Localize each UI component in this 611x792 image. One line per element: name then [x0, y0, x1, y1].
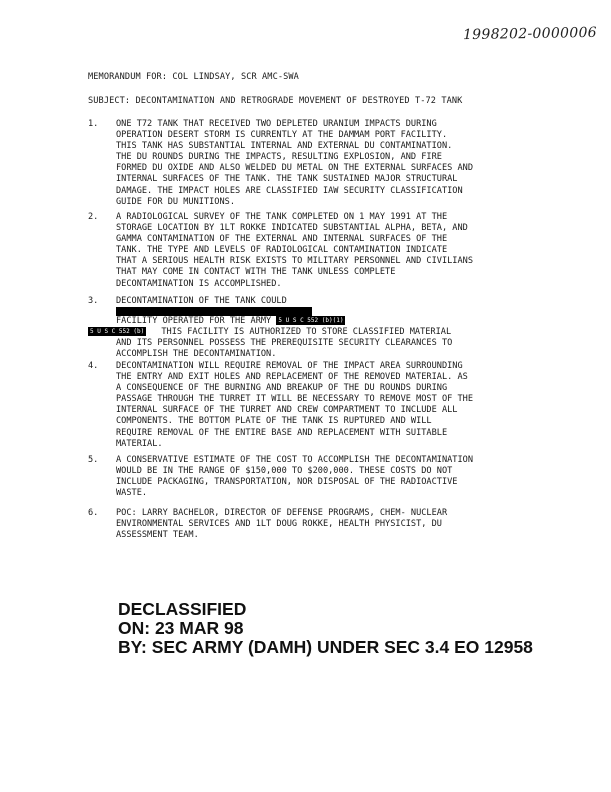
- paragraph-line-text: DECONTAMINATION OF THE TANK COULD: [116, 296, 287, 306]
- paragraph-line: DAMAGE. THE IMPACT HOLES ARE CLASSIFIED IAW SECURITY CLASSIFICATION: [116, 185, 463, 196]
- paragraph-line: ACCOMPLISH THE DECONTAMINATION.: [116, 349, 277, 360]
- paragraph-line: INTERNAL SURFACE OF THE TURRET AND CREW COMPARTMENT TO INCLUDE ALL: [116, 405, 458, 416]
- paragraph-number: 1.: [88, 119, 99, 129]
- redaction-label: 5 U S C 552 (b): [90, 328, 145, 336]
- paragraph-line: A CONSEQUENCE OF THE BURNING AND BREAKUP OF THE DU ROUNDS DURING: [116, 383, 448, 394]
- paragraph-line: ENVIRONMENTAL SERVICES AND 1LT DOUG ROKKE, HEALTH PHYSICIST, DU: [116, 519, 442, 530]
- paragraph-number: 5.: [88, 455, 99, 465]
- paragraph-line: [116, 296, 534, 316]
- paragraph-line: WOULD BE IN THE RANGE OF $150,000 TO $200,000. THESE COSTS DO NOT: [116, 466, 453, 477]
- paragraph-line: REQUIRE REMOVAL OF THE ENTIRE BASE AND REPLACEMENT WITH SUITABLE: [116, 427, 448, 438]
- declassified-date: ON: 23 MAR 98: [118, 618, 244, 638]
- document-id-stamp: 1998202-0000006: [462, 24, 598, 44]
- paragraph-line: FORMED DU OXIDE AND ALSO WELDED DU METAL ON THE EXTERNAL SURFACES AND: [116, 163, 473, 174]
- paragraph-text: [90, 296, 534, 360]
- paragraph-line: [116, 316, 534, 327]
- paragraph-number: 2.: [88, 212, 99, 222]
- paragraph-line-text: THIS FACILITY IS AUTHORIZED TO STORE CLASSIFIED MATERIAL: [161, 327, 452, 338]
- paragraph-line: WASTE.: [116, 488, 148, 499]
- paragraph-line: THAT MAY COME IN CONTACT WITH THE TANK UNLESS COMPLETE: [116, 267, 396, 278]
- paragraph-line: A CONSERVATIVE ESTIMATE OF THE COST TO ACCOMPLISH THE DECONTAMINATION: [116, 455, 473, 465]
- paragraph-text: [116, 119, 534, 208]
- paragraph-line-text: FACILITY OPERATED FOR THE ARMY: [116, 316, 272, 327]
- paragraph-line: OPERATION DESERT STORM IS CURRENTLY AT THE DAMMAM PORT FACILITY.: [116, 130, 448, 141]
- paragraph-line: ASSESSMENT TEAM.: [116, 530, 199, 541]
- redaction-label: 5 U S C 552 (b)(1): [278, 317, 344, 325]
- paragraph-line: GUIDE FOR DU MUNITIONS.: [116, 196, 235, 207]
- paragraph-line: THE DU ROUNDS DURING THE IMPACTS, RESULTING EXPLOSION, AND FIRE: [116, 152, 442, 163]
- declassified-label: DECLASSIFIED: [118, 599, 247, 619]
- paragraph-line: INTERNAL SURFACES OF THE TANK. THE TANK SUSTAINED MAJOR STRUCTURAL: [116, 174, 458, 185]
- paragraph-line: DECONTAMINATION WILL REQUIRE REMOVAL OF THE IMPACT AREA SURROUNDING: [116, 361, 463, 371]
- declassified-authority: BY: SEC ARMY (DAMH) UNDER SEC 3.4 EO 12958: [118, 637, 533, 657]
- paragraph-line: THAT A SERIOUS HEALTH RISK EXISTS TO MILITARY PERSONNEL AND CIVILIANS: [116, 256, 473, 267]
- redaction-block: [116, 307, 312, 316]
- declassification-stamp: [118, 600, 533, 657]
- paragraph-number: 3.: [88, 296, 99, 306]
- paragraph-number: 4.: [88, 361, 99, 371]
- paragraph-line: ONE T72 TANK THAT RECEIVED TWO DEPLETED URANIUM IMPACTS DURING: [116, 119, 437, 129]
- subject-line: SUBJECT: DECONTAMINATION AND RETROGRADE MOVEMENT OF DESTROYED T-72 TANK: [88, 96, 463, 106]
- paragraph-line: POC: LARRY BACHELOR, DIRECTOR OF DEFENSE PROGRAMS, CHEM- NUCLEAR: [116, 508, 448, 518]
- paragraph-line: PASSAGE THROUGH THE TURRET IT WILL BE NECESSARY TO REMOVE MOST OF THE: [116, 394, 473, 405]
- paragraph-line: THIS TANK HAS SUBSTANTIAL INTERNAL AND EXTERNAL DU CONTAMINATION.: [116, 141, 453, 152]
- paragraph-line: MATERIAL.: [116, 438, 163, 449]
- paragraph-line: AND ITS PERSONNEL POSSESS THE PREREQUISITE SECURITY CLEARANCES TO: [116, 338, 453, 349]
- paragraph-line: DECONTAMINATION IS ACCOMPLISHED.: [116, 278, 282, 289]
- paragraph-line: INCLUDE PACKAGING, TRANSPORTATION, NOR DISPOSAL OF THE RADIOACTIVE: [116, 477, 458, 488]
- paragraph-text: [116, 212, 534, 290]
- paragraph-text: [116, 361, 534, 450]
- paragraph-number: 6.: [88, 508, 99, 518]
- memorandum-for-line: MEMORANDUM FOR: COL LINDSAY, SCR AMC-SWA: [88, 72, 299, 82]
- paragraph-line: THE ENTRY AND EXIT HOLES AND REPLACEMENT OF THE REMOVED MATERIAL. AS: [116, 372, 468, 383]
- paragraph-text: [116, 455, 534, 499]
- paragraph-line: GAMMA CONTAMINATION OF THE EXTERNAL AND INTERNAL SURFACES OF THE: [116, 234, 448, 245]
- paragraph-line: [88, 327, 534, 338]
- paragraph-text: [116, 508, 534, 541]
- paragraph-line: COMPONENTS. THE BOTTOM PLATE OF THE TANK IS RUPTURED AND WILL: [116, 416, 432, 427]
- paragraph-line: TANK. THE TYPE AND LEVELS OF RADIOLOGICAL CONTAMINATION INDICATE: [116, 245, 448, 256]
- paragraph-line: STORAGE LOCATION BY 1LT ROKKE INDICATED SUBSTANTIAL ALPHA, BETA, AND: [116, 223, 468, 234]
- paragraph-line: A RADIOLOGICAL SURVEY OF THE TANK COMPLETED ON 1 MAY 1991 AT THE: [116, 212, 448, 222]
